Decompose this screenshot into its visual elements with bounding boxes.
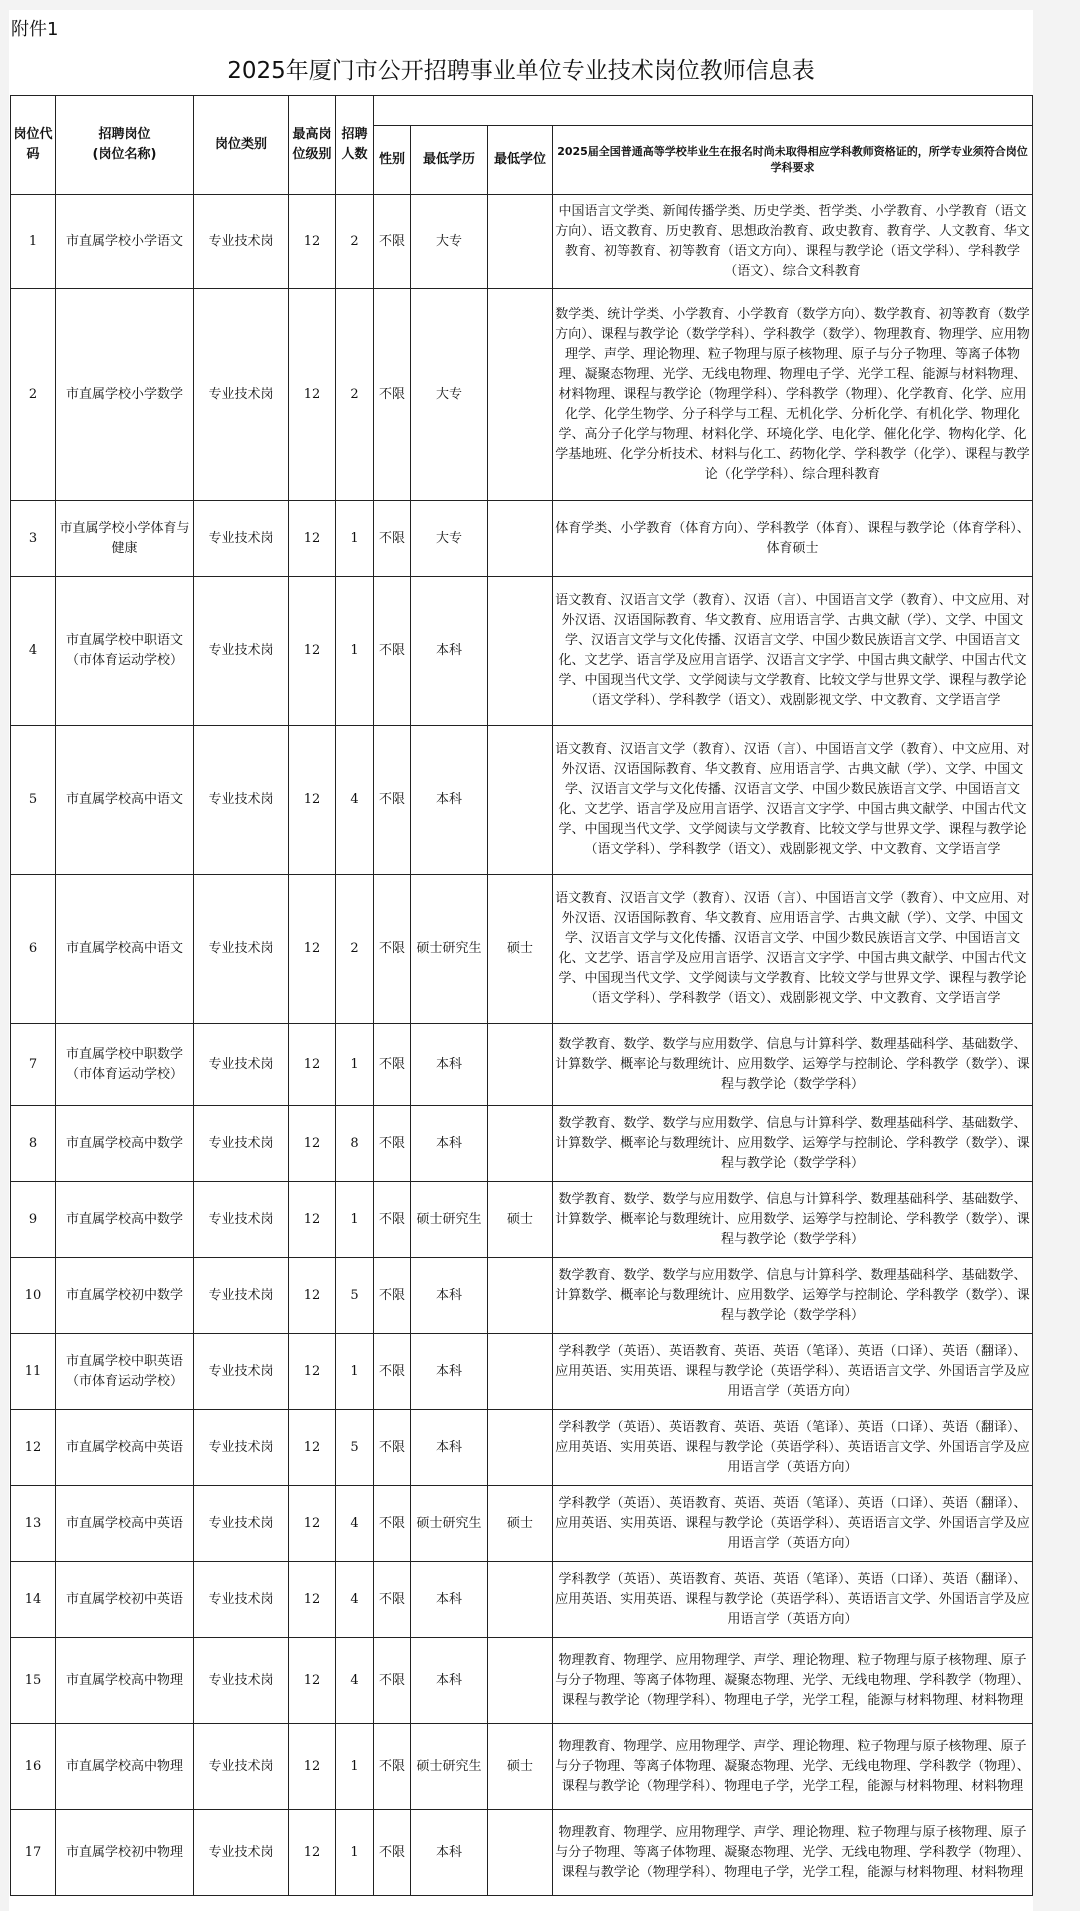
row-post: 市直属学校中职语文（市体育运动学校） (56, 577, 194, 726)
table-row (11, 577, 1033, 726)
row-min-edu: 本科 (411, 1106, 488, 1182)
row-level: 12 (289, 1334, 336, 1410)
row-gender: 不限 (374, 501, 411, 577)
row-majors: 学科教学（英语）、英语教育、英语、英语（笔译）、英语（口译）、英语（翻译）、应用英语、实用英语、课程与教学论（英语学科）、英语语言文学、外国语言学及应用语言学（英语方向） (553, 1410, 1033, 1486)
row-gender: 不限 (374, 1024, 411, 1106)
row-count: 4 (336, 1638, 374, 1724)
row-majors: 中国语言文学类、新闻传播学类、历史学类、哲学类、小学教育、小学教育（语文方向）、语文教育、历史教育、思想政治教育、政史教育、教育学、人文教育、华文教育、初等教育、初等教育（语文方向）、课程与教学论（语文学科）、学科教学（语文）、综合文科教育 (553, 195, 1033, 289)
row-min-edu: 大专 (411, 289, 488, 501)
row-gender: 不限 (374, 875, 411, 1024)
row-code: 3 (11, 501, 56, 577)
row-code: 7 (11, 1024, 56, 1106)
row-count: 2 (336, 875, 374, 1024)
row-min-degree (488, 577, 553, 726)
row-min-degree (488, 1334, 553, 1410)
row-code: 10 (11, 1258, 56, 1334)
row-post: 市直属学校中职数学（市体育运动学校） (56, 1024, 194, 1106)
row-min-degree (488, 501, 553, 577)
row-level: 12 (289, 501, 336, 577)
row-gender: 不限 (374, 1638, 411, 1724)
row-code: 2 (11, 289, 56, 501)
row-category: 专业技术岗 (194, 1024, 289, 1106)
header-category: 岗位类别 (194, 96, 289, 195)
row-min-degree (488, 195, 553, 289)
row-gender: 不限 (374, 1810, 411, 1896)
row-post: 市直属学校高中英语 (56, 1486, 194, 1562)
row-post: 市直属学校高中数学 (56, 1182, 194, 1258)
row-category: 专业技术岗 (194, 289, 289, 501)
row-level: 12 (289, 1638, 336, 1724)
row-majors: 数学教育、数学、数学与应用数学、信息与计算科学、数理基础科学、基础数学、计算数学、概率论与数理统计、应用数学、运筹学与控制论、学科教学（数学）、课程与教学论（数学学科） (553, 1024, 1033, 1106)
row-count: 1 (336, 1724, 374, 1810)
table-row (11, 195, 1033, 289)
header-min-degree: 最低学位 (488, 126, 553, 195)
row-majors: 学科教学（英语）、英语教育、英语、英语（笔译）、英语（口译）、英语（翻译）、应用英语、实用英语、课程与教学论（英语学科）、英语语言文学、外国语言学及应用语言学（英语方向） (553, 1486, 1033, 1562)
row-min-edu: 本科 (411, 1334, 488, 1410)
row-code: 17 (11, 1810, 56, 1896)
table-row (11, 1024, 1033, 1106)
row-count: 1 (336, 1182, 374, 1258)
row-min-degree (488, 1258, 553, 1334)
row-majors: 物理教育、物理学、应用物理学、声学、理论物理、粒子物理与原子核物理、原子与分子物理、等离子体物理、凝聚态物理、光学、无线电物理、学科教学（物理）、课程与教学论（物理学科）、物理电子学，光学工程，能源与材料物理、材料物理 (553, 1638, 1033, 1724)
row-min-edu: 硕士研究生 (411, 1486, 488, 1562)
row-count: 1 (336, 1024, 374, 1106)
row-min-degree: 硕士 (488, 1486, 553, 1562)
table-row (11, 501, 1033, 577)
row-gender: 不限 (374, 1106, 411, 1182)
row-category: 专业技术岗 (194, 1410, 289, 1486)
row-count: 4 (336, 726, 374, 875)
row-gender: 不限 (374, 1410, 411, 1486)
row-post: 市直属学校高中语文 (56, 875, 194, 1024)
row-majors: 语文教育、汉语言文学（教育）、汉语（言）、中国语言文学（教育）、中文应用、对外汉语、汉语国际教育、华文教育、应用语言学、古典文献（学）、文学、中国文学、汉语言文学与文化传播、汉语言文学、中国少数民族语言文学、中国语言文化、文艺学、语言学及应用言语学、汉语言文字学、中国古典文献学、中国古代文学、中国现当代文学、文学阅读与文学教育、比较文学与世界文学、课程与教学论（语文学科）、学科教学（语文）、戏剧影视文学、中文教育、文学语言学 (553, 577, 1033, 726)
header-gender: 性别 (374, 126, 411, 195)
row-min-edu: 硕士研究生 (411, 1182, 488, 1258)
header-code: 岗位代码 (11, 96, 56, 195)
row-code: 11 (11, 1334, 56, 1410)
row-majors: 学科教学（英语）、英语教育、英语、英语（笔译）、英语（口译）、英语（翻译）、应用英语、实用英语、课程与教学论（英语学科）、英语语言文学、外国语言学及应用语言学（英语方向） (553, 1334, 1033, 1410)
row-min-degree: 硕士 (488, 1724, 553, 1810)
row-code: 13 (11, 1486, 56, 1562)
row-min-degree (488, 726, 553, 875)
row-category: 专业技术岗 (194, 1810, 289, 1896)
row-category: 专业技术岗 (194, 1258, 289, 1334)
row-post: 市直属学校高中数学 (56, 1106, 194, 1182)
row-majors: 语文教育、汉语言文学（教育）、汉语（言）、中国语言文学（教育）、中文应用、对外汉语、汉语国际教育、华文教育、应用语言学、古典文献（学）、文学、中国文学、汉语言文学与文化传播、汉语言文学、中国少数民族语言文学、中国语言文化、文艺学、语言学及应用言语学、汉语言文字学、中国古典文献学、中国古代文学、中国现当代文学、文学阅读与文学教育、比较文学与世界文学、课程与教学论（语文学科）、学科教学（语文）、戏剧影视文学、中文教育、文学语言学 (553, 726, 1033, 875)
header-post: 招聘岗位 (岗位名称) (56, 96, 194, 195)
row-count: 1 (336, 577, 374, 726)
row-majors: 学科教学（英语）、英语教育、英语、英语（笔译）、英语（口译）、英语（翻译）、应用英语、实用英语、课程与教学论（英语学科）、英语语言文学、外国语言学及应用语言学（英语方向） (553, 1562, 1033, 1638)
row-min-degree (488, 1562, 553, 1638)
row-category: 专业技术岗 (194, 501, 289, 577)
table-row (11, 1562, 1033, 1638)
row-min-degree (488, 1024, 553, 1106)
row-gender: 不限 (374, 1486, 411, 1562)
row-count: 1 (336, 1810, 374, 1896)
row-category: 专业技术岗 (194, 1106, 289, 1182)
row-code: 14 (11, 1562, 56, 1638)
row-post: 市直属学校初中物理 (56, 1810, 194, 1896)
row-post: 市直属学校小学体育与健康 (56, 501, 194, 577)
row-count: 4 (336, 1562, 374, 1638)
row-post: 市直属学校小学数学 (56, 289, 194, 501)
row-count: 1 (336, 501, 374, 577)
row-min-edu: 本科 (411, 1258, 488, 1334)
row-category: 专业技术岗 (194, 577, 289, 726)
row-majors: 数学教育、数学、数学与应用数学、信息与计算科学、数理基础科学、基础数学、计算数学、概率论与数理统计、应用数学、运筹学与控制论、学科教学（数学）、课程与教学论（数学学科） (553, 1106, 1033, 1182)
row-count: 5 (336, 1258, 374, 1334)
table-row (11, 1638, 1033, 1724)
row-post: 市直属学校高中英语 (56, 1410, 194, 1486)
row-level: 12 (289, 195, 336, 289)
document-sheet (9, 10, 1033, 1911)
table-row (11, 1410, 1033, 1486)
row-post: 市直属学校初中数学 (56, 1258, 194, 1334)
row-min-edu: 硕士研究生 (411, 875, 488, 1024)
row-level: 12 (289, 289, 336, 501)
row-min-degree (488, 1638, 553, 1724)
row-majors: 物理教育、物理学、应用物理学、声学、理论物理、粒子物理与原子核物理、原子与分子物理、等离子体物理、凝聚态物理、光学、无线电物理、学科教学（物理）、课程与教学论（物理学科）、物理电子学，光学工程，能源与材料物理、材料物理 (553, 1724, 1033, 1810)
row-majors: 数学教育、数学、数学与应用数学、信息与计算科学、数理基础科学、基础数学、计算数学、概率论与数理统计、应用数学、运筹学与控制论、学科教学（数学）、课程与教学论（数学学科） (553, 1182, 1033, 1258)
table-row (11, 1182, 1033, 1258)
header-count: 招聘人数 (336, 96, 374, 195)
row-post: 市直属学校中职英语（市体育运动学校） (56, 1334, 194, 1410)
table-row (11, 289, 1033, 501)
row-majors: 语文教育、汉语言文学（教育）、汉语（言）、中国语言文学（教育）、中文应用、对外汉语、汉语国际教育、华文教育、应用语言学、古典文献（学）、文学、中国文学、汉语言文学与文化传播、汉语言文学、中国少数民族语言文学、中国语言文化、文艺学、语言学及应用言语学、汉语言文字学、中国古典文献学、中国古代文学、中国现当代文学、文学阅读与文学教育、比较文学与世界文学、课程与教学论（语文学科）、学科教学（语文）、戏剧影视文学、中文教育、文学语言学 (553, 875, 1033, 1024)
header-min-edu: 最低学历 (411, 126, 488, 195)
row-level: 12 (289, 1258, 336, 1334)
row-level: 12 (289, 577, 336, 726)
row-majors: 物理教育、物理学、应用物理学、声学、理论物理、粒子物理与原子核物理、原子与分子物理、等离子体物理、凝聚态物理、光学、无线电物理、学科教学（物理）、课程与教学论（物理学科）、物理电子学，光学工程，能源与材料物理、材料物理 (553, 1810, 1033, 1896)
row-code: 9 (11, 1182, 56, 1258)
row-post: 市直属学校初中英语 (56, 1562, 194, 1638)
row-post: 市直属学校高中语文 (56, 726, 194, 875)
row-post: 市直属学校高中物理 (56, 1638, 194, 1724)
row-level: 12 (289, 1410, 336, 1486)
row-code: 1 (11, 195, 56, 289)
row-level: 12 (289, 726, 336, 875)
row-level: 12 (289, 1562, 336, 1638)
header-max-level: 最高岗位级别 (289, 96, 336, 195)
row-count: 2 (336, 195, 374, 289)
row-level: 12 (289, 1724, 336, 1810)
recruitment-table (10, 95, 1033, 1896)
row-category: 专业技术岗 (194, 195, 289, 289)
row-gender: 不限 (374, 1182, 411, 1258)
row-code: 16 (11, 1724, 56, 1810)
row-category: 专业技术岗 (194, 726, 289, 875)
row-level: 12 (289, 1024, 336, 1106)
row-gender: 不限 (374, 195, 411, 289)
row-min-edu: 硕士研究生 (411, 1724, 488, 1810)
row-min-degree (488, 1810, 553, 1896)
row-min-edu: 本科 (411, 1562, 488, 1638)
table-row (11, 875, 1033, 1024)
row-min-degree: 硕士 (488, 1182, 553, 1258)
row-count: 2 (336, 289, 374, 501)
row-count: 1 (336, 1334, 374, 1410)
row-code: 6 (11, 875, 56, 1024)
row-category: 专业技术岗 (194, 1724, 289, 1810)
row-category: 专业技术岗 (194, 1182, 289, 1258)
row-majors: 数学教育、数学、数学与应用数学、信息与计算科学、数理基础科学、基础数学、计算数学、概率论与数理统计、应用数学、运筹学与控制论、学科教学（数学）、课程与教学论（数学学科） (553, 1258, 1033, 1334)
row-min-degree (488, 289, 553, 501)
row-min-edu: 大专 (411, 501, 488, 577)
table-row (11, 1810, 1033, 1896)
row-category: 专业技术岗 (194, 1334, 289, 1410)
row-min-edu: 本科 (411, 1810, 488, 1896)
row-gender: 不限 (374, 1334, 411, 1410)
row-min-edu: 本科 (411, 1638, 488, 1724)
row-category: 专业技术岗 (194, 1638, 289, 1724)
row-gender: 不限 (374, 1724, 411, 1810)
row-code: 15 (11, 1638, 56, 1724)
page-title: 2025年厦门市公开招聘事业单位专业技术岗位教师信息表 (227, 58, 815, 84)
row-code: 5 (11, 726, 56, 875)
row-post: 市直属学校小学语文 (56, 195, 194, 289)
row-count: 5 (336, 1410, 374, 1486)
header-spacer-row (11, 96, 1033, 126)
row-min-degree (488, 1106, 553, 1182)
attachment-label: 附件1 (11, 19, 59, 40)
row-min-edu: 本科 (411, 726, 488, 875)
row-category: 专业技术岗 (194, 1486, 289, 1562)
header-blank (374, 96, 1033, 126)
row-gender: 不限 (374, 726, 411, 875)
row-gender: 不限 (374, 577, 411, 726)
row-majors: 体育学类、小学教育（体育方向）、学科教学（体育）、课程与教学论（体育学科）、体育硕士 (553, 501, 1033, 577)
table-row (11, 1724, 1033, 1810)
row-level: 12 (289, 875, 336, 1024)
row-count: 8 (336, 1106, 374, 1182)
row-min-edu: 本科 (411, 577, 488, 726)
row-category: 专业技术岗 (194, 875, 289, 1024)
row-min-edu: 本科 (411, 1024, 488, 1106)
row-code: 12 (11, 1410, 56, 1486)
row-level: 12 (289, 1182, 336, 1258)
row-gender: 不限 (374, 1258, 411, 1334)
row-code: 8 (11, 1106, 56, 1182)
table-row (11, 1106, 1033, 1182)
row-min-degree: 硕士 (488, 875, 553, 1024)
row-level: 12 (289, 1106, 336, 1182)
table-row (11, 1334, 1033, 1410)
row-min-edu: 大专 (411, 195, 488, 289)
header-majors: 2025届全国普通高等学校毕业生在报名时尚未取得相应学科教师资格证的，所学专业须符合岗位学科要求 (553, 126, 1033, 195)
row-min-degree (488, 1410, 553, 1486)
row-level: 12 (289, 1810, 336, 1896)
table-row (11, 1258, 1033, 1334)
row-gender: 不限 (374, 1562, 411, 1638)
row-category: 专业技术岗 (194, 1562, 289, 1638)
row-majors: 数学类、统计学类、小学教育、小学教育（数学方向）、数学教育、初等教育（数学方向）、课程与教学论（数学学科）、学科教学（数学）、物理教育、物理学、应用物理学、声学、理论物理、粒子物理与原子核物理、原子与分子物理、等离子体物理、凝聚态物理、光学、无线电物理、物理电子学、光学工程、能源与材料物理、材料物理、课程与教学论（物理学科）、学科教学（物理）、化学教育、化学、应用化学、化学生物学、分子科学与工程、无机化学、分析化学、有机化学、物理化学、高分子化学与物理、材料化学、环境化学、电化学、催化化学、物构化学、化学基地班、化学分析技术、材料与化工、药物化学、学科教学（化学）、课程与教学论（化学学科）、综合理科教育 (553, 289, 1033, 501)
table-row (11, 1486, 1033, 1562)
row-gender: 不限 (374, 289, 411, 501)
row-post: 市直属学校高中物理 (56, 1724, 194, 1810)
table-row (11, 726, 1033, 875)
row-min-edu: 本科 (411, 1410, 488, 1486)
row-code: 4 (11, 577, 56, 726)
row-level: 12 (289, 1486, 336, 1562)
row-count: 4 (336, 1486, 374, 1562)
